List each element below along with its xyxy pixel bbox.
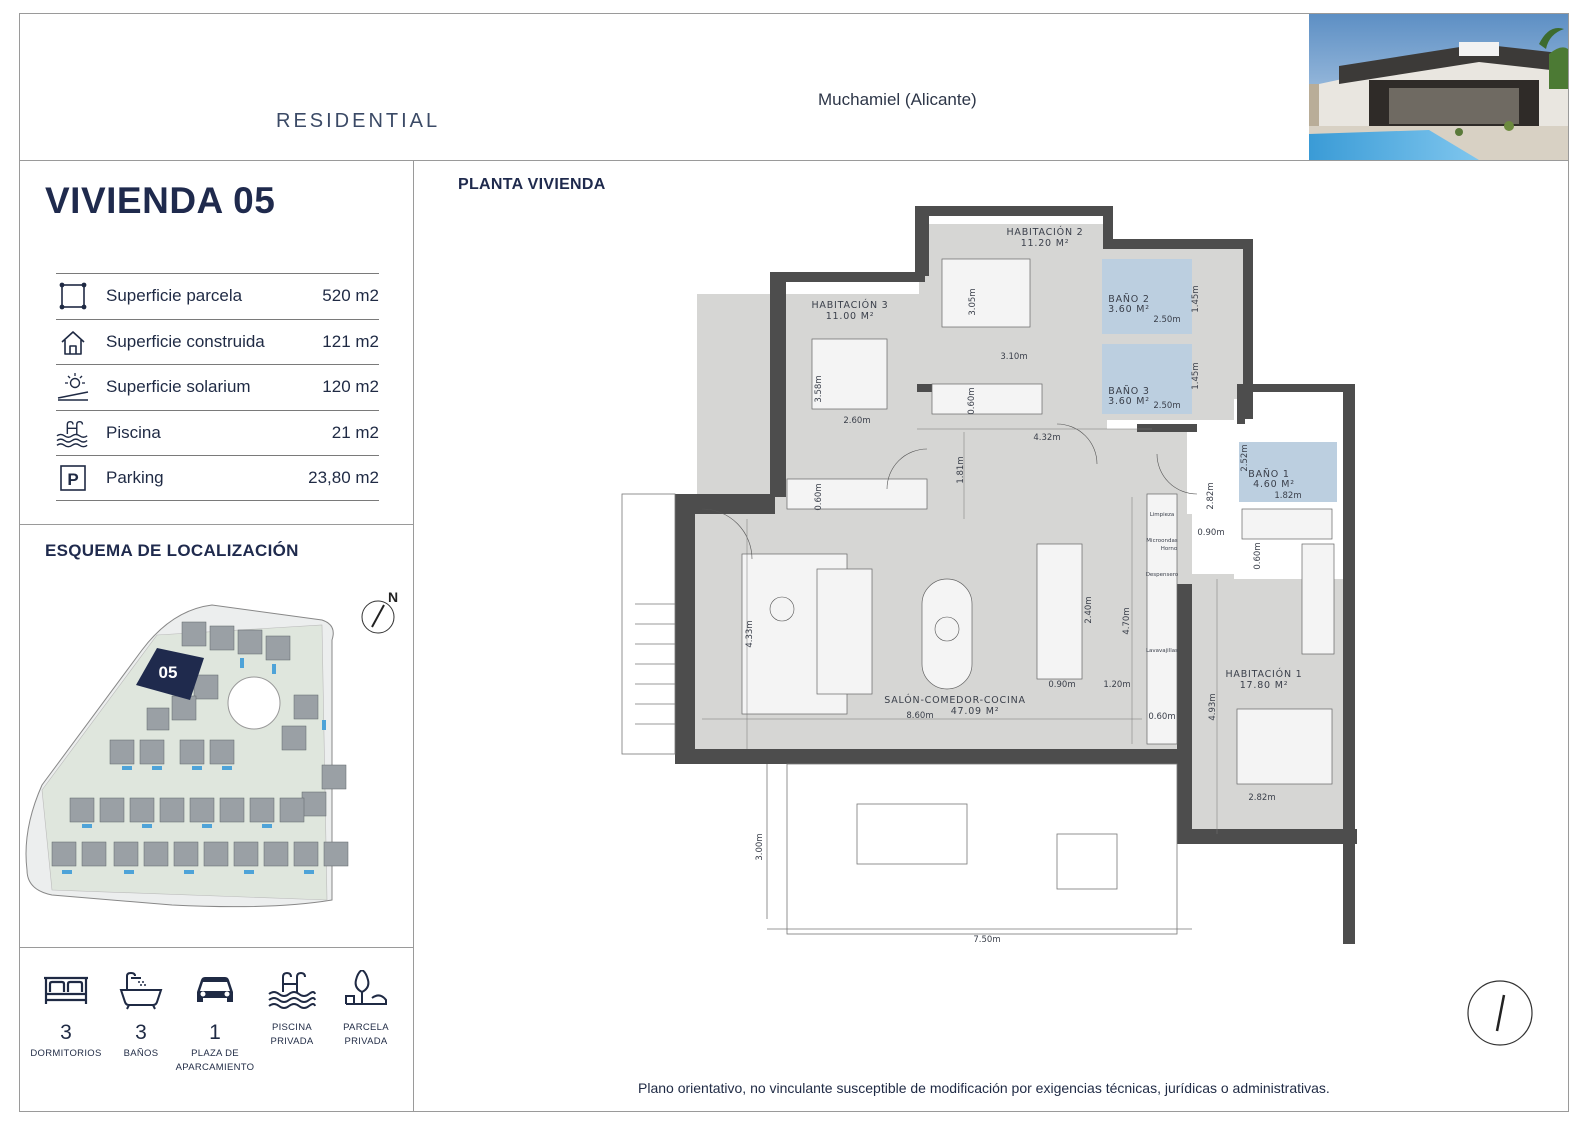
- stat-label: Superficie solarium: [106, 377, 251, 397]
- dimension-label: 2.82m: [1206, 482, 1216, 510]
- kitchen-label: Horno: [1160, 546, 1178, 552]
- amenity-label-line-2: PRIVADA: [344, 1036, 388, 1048]
- amenity-count: 3: [135, 1021, 147, 1044]
- dimension-label: 1.82m: [1274, 491, 1302, 501]
- stat-row-solarium: [56, 364, 379, 410]
- plot-area-icon: [56, 279, 90, 313]
- bathtub-icon: [117, 970, 165, 1010]
- amenity-label-line-1: PLAZA DE: [191, 1048, 239, 1059]
- amenity-count: 1: [209, 1021, 221, 1044]
- sidebar-divider-1: [19, 524, 413, 525]
- stat-value: 23,80 m2: [308, 467, 379, 487]
- unit-title: VIVIENDA 05: [45, 180, 276, 221]
- room-name: BAÑO 2: [1108, 294, 1150, 305]
- tree-icon: [342, 970, 390, 1010]
- room-area: 11.20 M²: [1020, 238, 1070, 249]
- dimension-label: 4.32m: [1033, 433, 1061, 443]
- north-arrow-icon: [1466, 979, 1534, 1047]
- dimension-label: 2.40m: [1084, 596, 1094, 624]
- room-area: 17.80 M²: [1239, 680, 1289, 691]
- dimension-label: 2.82m: [1248, 793, 1276, 803]
- room-area: 3.60 M²: [1108, 396, 1150, 407]
- highlighted-unit-label: 05: [158, 663, 178, 682]
- dimension-label: 0.60m: [1253, 542, 1263, 570]
- dimension-label: 4.33m: [745, 620, 755, 648]
- room-name: HABITACIÓN 3: [811, 300, 889, 311]
- amenities-bar: [22, 970, 400, 1080]
- header-divider: [19, 160, 1569, 161]
- room-area: 47.09 M²: [950, 706, 1000, 717]
- room-name: SALÓN-COMEDOR-COCINA: [884, 695, 1026, 706]
- pool-icon: [56, 416, 90, 450]
- dimension-label: 4.93m: [1208, 693, 1218, 721]
- svg-text:P: P: [67, 469, 79, 489]
- amenity-parking: [175, 970, 255, 1076]
- dimension-label: 3.10m: [1000, 352, 1028, 362]
- room-area: 11.00 M²: [825, 311, 875, 322]
- amenity-label: DORMITORIOS: [30, 1048, 102, 1059]
- kitchen-label: Lavavajillas: [1145, 648, 1179, 654]
- north-arrow-icon: [362, 589, 398, 633]
- car-icon: [191, 970, 239, 1010]
- sun-icon: [56, 370, 90, 404]
- dimension-label: 3.05m: [968, 288, 978, 316]
- location-scheme-title: ESQUEMA DE LOCALIZACIÓN: [45, 541, 299, 560]
- dimension-label: 1.81m: [956, 456, 966, 484]
- dimension-label: 0.60m: [967, 387, 977, 415]
- room-name: HABITACIÓN 1: [1225, 669, 1303, 680]
- stat-label: Piscina: [106, 422, 161, 442]
- amenity-label: BAÑOS: [123, 1048, 159, 1059]
- dimension-label: 2.50m: [1153, 401, 1181, 411]
- room-name: BAÑO 1: [1248, 469, 1290, 480]
- amenity-label-line-1: PISCINA: [271, 1022, 313, 1033]
- room-name: BAÑO 3: [1108, 386, 1150, 397]
- location-text: Muchamiel (Alicante): [818, 90, 977, 109]
- dimension-label: 0.90m: [1048, 680, 1076, 690]
- stat-row-plot: [56, 273, 379, 319]
- amenity-label-line-2: APARCAMIENTO: [175, 1062, 255, 1074]
- north-label: N: [388, 589, 399, 605]
- stat-row-pool: [56, 410, 379, 456]
- stat-row-parking: [56, 455, 379, 501]
- dimension-label: 1.45m: [1191, 362, 1201, 390]
- dimension-label: 1.20m: [1103, 680, 1131, 690]
- dimension-label: 1.45m: [1191, 285, 1201, 313]
- stat-label: Parking: [106, 467, 164, 487]
- sidebar-divider-2: [19, 947, 413, 948]
- amenity-bedrooms: [26, 970, 106, 1061]
- stat-row-built: [56, 319, 379, 365]
- room-area: 3.60 M²: [1108, 304, 1150, 315]
- dimension-label: 2.52m: [1240, 444, 1250, 472]
- brand-name: RESIDENTIAL: [276, 110, 441, 132]
- stat-value: 520 m2: [322, 286, 379, 306]
- dimension-label: 0.90m: [1197, 528, 1225, 538]
- dimension-label: 3.58m: [814, 375, 824, 403]
- dimension-label: 7.50m: [973, 935, 1001, 944]
- floor-plan-drawing: [617, 204, 1362, 944]
- room-area: 4.60 M²: [1253, 479, 1295, 490]
- stat-label: Superficie construida: [106, 331, 265, 351]
- sidebar-divider: [413, 160, 414, 1112]
- amenity-label-line-2: PRIVADA: [270, 1036, 314, 1048]
- amenity-label-line-1: PARCELA: [343, 1022, 389, 1033]
- dimension-label: 4.70m: [1122, 607, 1132, 635]
- stat-value: 121 m2: [322, 331, 379, 351]
- dimension-label: 0.60m: [1148, 712, 1176, 722]
- kitchen-label: Limpieza: [1149, 512, 1175, 518]
- amenity-private-plot: [326, 970, 406, 1050]
- floor-plan-title: PLANTA VIVIENDA: [458, 176, 606, 193]
- room-name: HABITACIÓN 2: [1006, 227, 1084, 238]
- dimension-label: 3.00m: [755, 833, 765, 861]
- disclaimer-text: Plano orientativo, no vinculante susceptible de modificación por exigencias técnicas, jurídicas o administrativas.: [638, 1080, 1330, 1096]
- amenity-bathrooms: [101, 970, 181, 1061]
- dimension-label: 8.60m: [906, 711, 934, 721]
- amenity-private-pool: [252, 970, 332, 1050]
- stat-value: 21 m2: [331, 422, 379, 442]
- unit-stats-table: [56, 273, 379, 501]
- dimension-label: 2.60m: [843, 416, 871, 426]
- location-scheme-map: [22, 580, 400, 925]
- house-icon: [56, 325, 90, 359]
- stat-value: 120 m2: [322, 377, 379, 397]
- parking-icon: [56, 461, 90, 495]
- bed-icon: [42, 970, 90, 1010]
- kitchen-label: Despensero: [1145, 572, 1179, 578]
- stat-label: Superficie parcela: [106, 286, 243, 306]
- amenity-count: 3: [60, 1021, 72, 1044]
- dimension-label: 2.50m: [1153, 315, 1181, 325]
- pool-icon: [267, 970, 317, 1010]
- dimension-label: 0.60m: [814, 483, 824, 511]
- kitchen-label: Microondas: [1146, 538, 1178, 544]
- hero-render-image: [1309, 14, 1568, 160]
